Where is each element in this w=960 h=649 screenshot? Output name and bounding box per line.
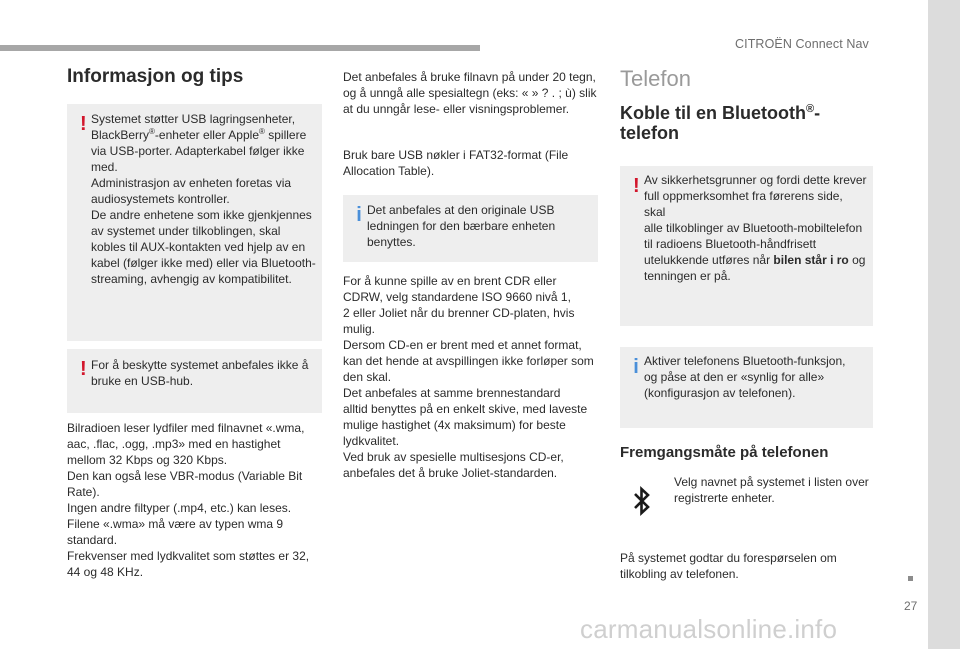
section-title: Telefon [620,66,691,91]
fat32-text: Bruk bare USB nøkler i FAT32-format (File Allocation Table). [343,148,569,178]
exclamation-icon: ! [80,358,87,380]
warning-text: Systemet støtter USB lagringsenheter, BlackBerry®-enheter eller Apple® spillere via USB-porter. Adapterkabel følger ikke med. Administrasjon av enheten foretas via audiosystemets kontroller. De andre enhetene som ikke gjenkjennes av systemet under tilkoblingen, skal kobles til AUX-kontakten ved hjelp av en kabel (følger ikke med) eller via Bluetooth- streaming, avhengig av kompatibilitet. [91,112,316,286]
info-note-bluetooth [620,347,873,428]
page-number: 27 [904,599,918,613]
confirm-text: På systemet godtar du forespørselen om tilkobling av telefonen. [620,551,837,581]
page-edge-strip [928,0,960,649]
audio-format-text: Bilradioen leser lydfiler med filnavnet «.wma, aac, .flac, .ogg, .mp3» med en hastighet mellom 32 Kbps og 320 Kbps. Den kan også lese VBR-modus (Variable Bit Rate). Ingen andre filtyper (.mp4, etc.) kan leses. Filene «.wma» må være av typen wma 9 standard. Frekvenser med lydkvalitet som støttes er 32, 44 og 48 KHz. [67,421,310,579]
watermark: carmanualsonline.info [580,614,838,644]
warning-note-safety [620,166,873,326]
step-text: Velg navnet på systemet i listen over registrerte enheter. [674,475,869,505]
page-marker [908,576,913,581]
header-title: CITROËN Connect Nav [735,37,869,51]
exclamation-icon: ! [80,113,87,135]
warning-note-usb-hub [67,349,322,413]
header-rule [0,45,480,51]
exclamation-icon: ! [633,175,640,197]
info-text: Aktiver telefonens Bluetooth-funksjon, og påse at den er «synlig for alle» (konfigurasjon av telefonen). [644,354,846,400]
bluetooth-icon [631,485,653,517]
procedure-heading: Fremgangsmåte på telefonen [620,444,829,461]
warning-note-usb [67,104,322,341]
bluetooth-heading: Koble til en Bluetooth®- telefon [620,103,821,143]
info-note-usb-cable [343,195,598,262]
filename-text: Det anbefales å bruke filnavn på under 20 tegn, og å unngå alle spesialtegn (eks: « » ? . ; ù) slik at du unngår lese- eller visningsproblemer. [343,70,597,116]
cd-burning-text: For å kunne spille av en brent CDR eller CDRW, velg standardene ISO 9660 nivå 1, 2 eller Joliet når du brenner CD-platen, hvis mulig. Dersom CD-en er brent med et annet format, kan det hende at avspillingen ikke forløper som den skal. Det anbefales at samme brennestandard alltid benyttes på en enkelt skive, med laveste mulige hastighet (4x maksimum) for beste lydkvalitet. Ved bruk av spesielle multisesjons CD-er, anbefales det å bruke Joliet-standarden. [343,274,594,480]
info-icon: i [356,204,362,226]
warning-text: Av sikkerhetsgrunner og fordi dette krever full oppmerksomhet fra førerens side, skal alle tilkoblinger av Bluetooth-mobiltelefon til radioens Bluetooth-håndfrisett utelukkende utføres når bilen står i ro og tenningen er på. [644,173,867,283]
info-text: Det anbefales at den originale USB ledningen for den bærbare enheten benyttes. [367,203,556,249]
warning-text: For å beskytte systemet anbefales ikke å bruke en USB-hub. [91,358,309,388]
info-icon: i [633,356,639,378]
page-title: Informasjon og tips [67,66,244,87]
